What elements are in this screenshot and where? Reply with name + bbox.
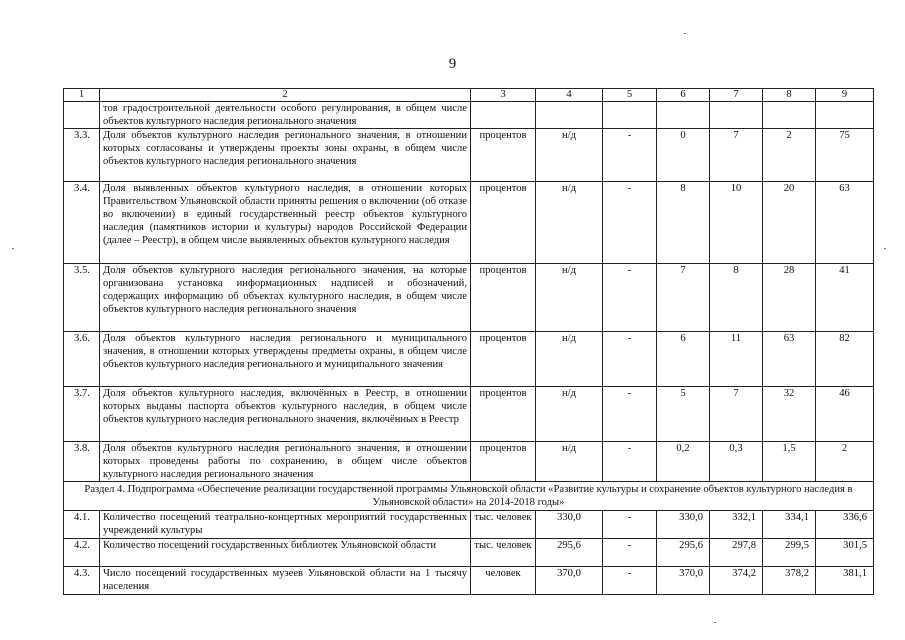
section-heading: Раздел 4. Подпрограмма «Обеспечение реализации государственной программы Ульяновской области «Развитие культуры и сохранение объектов культурного наследия в Ульяновской области» на 2014-2018 годы» bbox=[64, 482, 874, 511]
header-cell: 8 bbox=[763, 89, 816, 102]
value-col9: 41 bbox=[816, 264, 874, 332]
value-col4: н/д bbox=[536, 182, 603, 264]
value-col6: 330,0 bbox=[657, 511, 710, 539]
value-col4: 330,0 bbox=[536, 511, 603, 539]
page-number: 9 bbox=[448, 56, 457, 72]
table-row bbox=[64, 332, 874, 387]
value-col7 bbox=[710, 102, 763, 129]
value-col5: - bbox=[603, 387, 657, 442]
value-col6: 370,0 bbox=[657, 567, 710, 595]
value-col9: 301,5 bbox=[816, 539, 874, 567]
row-number: 4.1. bbox=[64, 511, 100, 539]
value-col7: 374,2 bbox=[710, 567, 763, 595]
value-col9: 381,1 bbox=[816, 567, 874, 595]
row-number: 3.3. bbox=[64, 129, 100, 182]
unit-cell: человек bbox=[471, 567, 536, 595]
table-row bbox=[64, 442, 874, 482]
value-col7: 332,1 bbox=[710, 511, 763, 539]
unit-cell: процентов bbox=[471, 442, 536, 482]
indicator-name: Доля объектов культурного наследия регионального и муниципального значения, в отношении которых утверждены предметы охраны, в общем числе объектов культурного наследия регионального и муниципального значения bbox=[100, 332, 471, 387]
value-col8: 299,5 bbox=[763, 539, 816, 567]
section-row bbox=[64, 482, 874, 511]
value-col5: - bbox=[603, 442, 657, 482]
value-col5: - bbox=[603, 182, 657, 264]
value-col5: - bbox=[603, 539, 657, 567]
header-cell: 3 bbox=[471, 89, 536, 102]
value-col6: 0 bbox=[657, 129, 710, 182]
indicator-table bbox=[63, 88, 874, 595]
value-col7: 8 bbox=[710, 264, 763, 332]
table-row bbox=[64, 387, 874, 442]
value-col8: 20 bbox=[763, 182, 816, 264]
value-col8: 334,1 bbox=[763, 511, 816, 539]
value-col8: 63 bbox=[763, 332, 816, 387]
indicator-name: Количество посещений театрально-концертных мероприятий государственных учреждений культуры bbox=[100, 511, 471, 539]
header-cell: 4 bbox=[536, 89, 603, 102]
value-col4: н/д bbox=[536, 332, 603, 387]
header-row bbox=[64, 89, 874, 102]
indicator-name: Доля объектов культурного наследия регионального значения, на которые организована установка информационных надписей и обозначений, содержащих информацию об объектах культурного наследия, в общем числе объектов культурного наследия регионального значения bbox=[100, 264, 471, 332]
value-col5: - bbox=[603, 511, 657, 539]
indicator-name: Доля объектов культурного наследия регионального значения, в отношении которых проведены работы по сохранению, в общем числе объектов культурного наследия регионального значения bbox=[100, 442, 471, 482]
value-col5: - bbox=[603, 264, 657, 332]
row-number: 4.2. bbox=[64, 539, 100, 567]
value-col9: 2 bbox=[816, 442, 874, 482]
table-row bbox=[64, 511, 874, 539]
indicator-name: Число посещений государственных музеев Ульяновской области на 1 тысячу населения bbox=[100, 567, 471, 595]
header-cell: 6 bbox=[657, 89, 710, 102]
value-col6 bbox=[657, 102, 710, 129]
unit-cell: процентов bbox=[471, 387, 536, 442]
value-col4 bbox=[536, 102, 603, 129]
value-col6: 8 bbox=[657, 182, 710, 264]
value-col6: 295,6 bbox=[657, 539, 710, 567]
value-col6: 7 bbox=[657, 264, 710, 332]
unit-cell: процентов bbox=[471, 332, 536, 387]
scan-speck bbox=[684, 33, 686, 34]
value-col4: н/д bbox=[536, 264, 603, 332]
table-row bbox=[64, 264, 874, 332]
row-number: 4.3. bbox=[64, 567, 100, 595]
row-number: 3.5. bbox=[64, 264, 100, 332]
value-col9: 336,6 bbox=[816, 511, 874, 539]
value-col5: - bbox=[603, 332, 657, 387]
indicator-name: Доля объектов культурного наследия регионального значения, в отношении которых согласованы и утверждены проекты зоны охраны, в общем числе объектов культурного наследия регионального значения bbox=[100, 129, 471, 182]
table-row bbox=[64, 102, 874, 129]
value-col8: 378,2 bbox=[763, 567, 816, 595]
indicator-name: тов градостроительной деятельности особого регулирования, в общем числе объектов культурного наследия регионального значения bbox=[100, 102, 471, 129]
value-col5: - bbox=[603, 567, 657, 595]
header-cell: 9 bbox=[816, 89, 874, 102]
unit-cell bbox=[471, 102, 536, 129]
unit-cell: процентов bbox=[471, 182, 536, 264]
value-col9 bbox=[816, 102, 874, 129]
row-number bbox=[64, 102, 100, 129]
header-cell: 2 bbox=[100, 89, 471, 102]
scan-speck bbox=[884, 248, 886, 249]
value-col8: 1,5 bbox=[763, 442, 816, 482]
value-col6: 0,2 bbox=[657, 442, 710, 482]
row-number: 3.7. bbox=[64, 387, 100, 442]
unit-cell: процентов bbox=[471, 129, 536, 182]
value-col9: 82 bbox=[816, 332, 874, 387]
value-col4: 295,6 bbox=[536, 539, 603, 567]
row-number: 3.4. bbox=[64, 182, 100, 264]
value-col9: 63 bbox=[816, 182, 874, 264]
row-number: 3.6. bbox=[64, 332, 100, 387]
value-col4: н/д bbox=[536, 442, 603, 482]
unit-cell: процентов bbox=[471, 264, 536, 332]
value-col7: 7 bbox=[710, 129, 763, 182]
value-col7: 11 bbox=[710, 332, 763, 387]
scan-speck bbox=[12, 248, 14, 249]
indicator-name: Доля выявленных объектов культурного наследия, в отношении которых Правительством Ульяновской области приняты решения о включении (об отказе во включении) в единый государственный реестр объектов культурного наследия (памятников истории и культуры) народов Российской Федерации (далее – Реестр), в общем числе выявленных объектов культурного наследия bbox=[100, 182, 471, 264]
value-col5: - bbox=[603, 129, 657, 182]
value-col8 bbox=[763, 102, 816, 129]
value-col5 bbox=[603, 102, 657, 129]
table-body bbox=[64, 89, 874, 595]
value-col7: 0,3 bbox=[710, 442, 763, 482]
value-col7: 7 bbox=[710, 387, 763, 442]
value-col8: 28 bbox=[763, 264, 816, 332]
value-col7: 297,8 bbox=[710, 539, 763, 567]
table-row bbox=[64, 567, 874, 595]
header-cell: 7 bbox=[710, 89, 763, 102]
table-row bbox=[64, 182, 874, 264]
header-cell: 5 bbox=[603, 89, 657, 102]
value-col7: 10 bbox=[710, 182, 763, 264]
value-col9: 46 bbox=[816, 387, 874, 442]
unit-cell: тыс. человек bbox=[471, 539, 536, 567]
header-cell: 1 bbox=[64, 89, 100, 102]
row-number: 3.8. bbox=[64, 442, 100, 482]
table-row bbox=[64, 539, 874, 567]
table-row bbox=[64, 129, 874, 182]
indicator-name: Количество посещений государственных библиотек Ульяновской области bbox=[100, 539, 471, 567]
value-col6: 6 bbox=[657, 332, 710, 387]
value-col8: 2 bbox=[763, 129, 816, 182]
value-col4: 370,0 bbox=[536, 567, 603, 595]
value-col4: н/д bbox=[536, 129, 603, 182]
indicator-name: Доля объектов культурного наследия, включённых в Реестр, в отношении которых выданы паспорта объектов культурного наследия, в общем числе объектов культурного наследия регионального значения, включённых в Реестр bbox=[100, 387, 471, 442]
scan-speck bbox=[714, 622, 716, 623]
value-col8: 32 bbox=[763, 387, 816, 442]
unit-cell: тыс. человек bbox=[471, 511, 536, 539]
value-col4: н/д bbox=[536, 387, 603, 442]
value-col6: 5 bbox=[657, 387, 710, 442]
value-col9: 75 bbox=[816, 129, 874, 182]
